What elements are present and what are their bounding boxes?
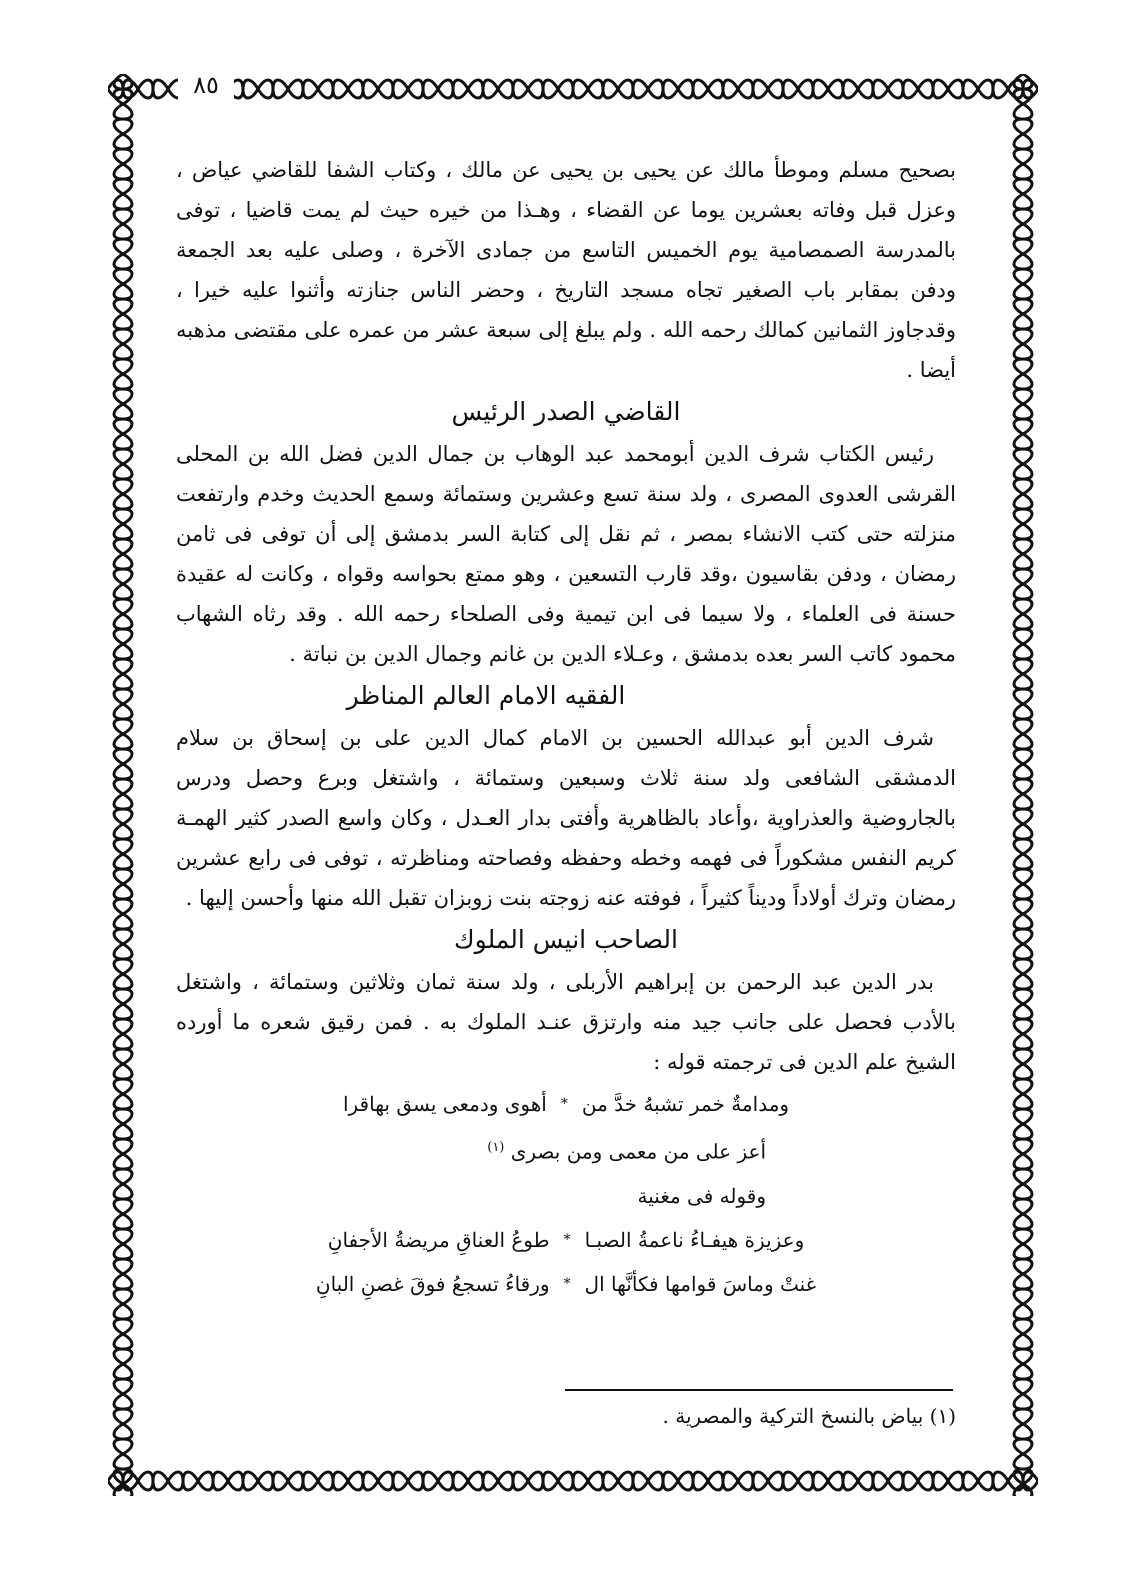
verse-2-text: أعز على من معمى ومن بصرى — [510, 1139, 766, 1164]
heading-faqih: الفقيه الامام العالم المناظر — [346, 681, 626, 710]
verse-4-second-hemistich: ورقاءُ تسجعُ فوقَ غصنِ البانِ — [315, 1271, 550, 1296]
footnote-marker: (١) — [929, 1404, 956, 1428]
rope-ornament-right — [1008, 74, 1038, 1496]
poem-intro-line: وقوله فى مغنية — [637, 1183, 766, 1208]
page-number: ٨٥ — [178, 66, 234, 104]
opening-paragraph: بصحيح مسلم وموطأ مالك عن يحيى بن يحيى عن مالك ، وكتاب الشفا للقاضي عياض ، وعزل قبل وفاته بعشرين يوما عن القضاء ، وهـذا من خيره حيث لم يمت قاضيا ، توفى بالمدرسة الصمصامية يوم الخميس التاسع من جمادى الآخرة ، وصلى عليه بعد الجمعة ودفن بمقابر باب الصغير تجاه مسجد التاريخ ، وحضر الناس جنازته وأثنوا عليه خيرا ، وقدجاوز الثمانين كمالك رحمه الله . ولم يبلغ إلى سبعة عشر من عمره على مقتضى مذهبه أيضا . — [176, 158, 956, 382]
ornamental-border-bottom — [108, 1466, 1038, 1496]
faqih-paragraph: شرف الدين أبو عبدالله الحسين بن الامام كمال الدين على بن إسحاق بن سلام الدمشقى الشافعى ولد سنة ثلاث وسبعين وستمائة ، واشتغل وبرع وحصل ودرس بالجاروضية والعذراوية ،وأعاد بالظاهرية وأفتى بدار العـدل ، وكان واسع الصدر كثير الهمـة كريم النفس مشكوراً فى فهمه وخطه وحفظه وفصاحته ومناظرته ، توفى فى رابع عشرين رمضان وترك أولاداً وديناً كثيراً ، فوفته عنه زوجته بنت زوبزان تقبل الله منها وأحسن إليها . — [176, 726, 956, 910]
verse-line-2 — [176, 1126, 956, 1174]
page-body — [176, 150, 956, 1450]
footnote — [566, 1398, 956, 1434]
verse-3-second-hemistich: طوعُ العناقِ مريضةُ الأجفانِ — [327, 1227, 550, 1252]
footnote-text: بياض بالنسخ التركية والمصرية . — [662, 1404, 924, 1428]
rope-ornament-bottom — [108, 1466, 1038, 1496]
heading-sahib: الصاحب انيس الملوك — [454, 925, 678, 954]
verse-1-first-hemistich: ومدامةٌ خمر تشبهُ خدَّ من — [581, 1092, 790, 1116]
sahib-paragraph: بدر الدين عبد الرحمن بن إبراهيم الأربلى ، ولد سنة ثمان وثلاثين وستمائة ، واشتغل بالأدب فحصل على جانب جيد منه وارتزق عنـد الملوك به . فمن رقيق شعره ما أورده الشيخ علم الدين فى ترجمته قوله : — [176, 970, 956, 1074]
verse-line-1 — [176, 1082, 956, 1126]
rope-ornament-top — [108, 74, 1038, 104]
footnote-divider — [565, 1389, 953, 1391]
footnote-reference-marker: (١) — [487, 1140, 505, 1155]
rope-ornament-left — [108, 74, 138, 1496]
ornamental-border-left — [108, 74, 138, 1496]
verse-separator-star: * — [563, 1275, 571, 1292]
verse-line-4 — [176, 1262, 956, 1306]
qadi-paragraph: رئيس الكتاب شرف الدين أبومحمد عبد الوهاب بن جمال الدين فضل الله بن المحلى القرشى العدوى المصرى ، ولد سنة تسع وعشرين وستمائة وسمع الحديث وخدم وارتفعت منزلته حتى كتب الانشاء بمصر ، ثم نقل إلى كتابة السر بدمشق إلى أن توفى فى ثامن رمضان ، ودفن بقاسيون ،وقد قارب التسعين ، وهو ممتع بحواسه وقواه ، وكانت له عقيدة حسنة فى العلماء ، ولا سيما فى ابن تيمية وفى الصلحاء رحمه الله . وقد رثاه الشهاب محمود كاتب السر بعده بدمشق ، وعـلاء الدين بن غانم وجمال الدين بن نباتة . — [176, 442, 956, 666]
verse-1-second-hemistich: أهوى ودمعى يسق بهاقرا — [342, 1092, 547, 1116]
verse-separator-star: * — [563, 1231, 571, 1248]
verse-line-3 — [176, 1218, 956, 1262]
ornamental-border-right — [1008, 74, 1038, 1496]
verse-separator-star: * — [560, 1096, 568, 1112]
verse-4-first-hemistich: غنتْ وماسَ قوامها فكأنَّها ال — [584, 1271, 817, 1296]
heading-qadi: القاضي الصدر الرئيس — [451, 397, 681, 426]
ornamental-border-top — [108, 74, 1038, 104]
verse-3-first-hemistich: وعزيزة هيفـاءُ ناعمةُ الصبـا — [584, 1227, 805, 1252]
